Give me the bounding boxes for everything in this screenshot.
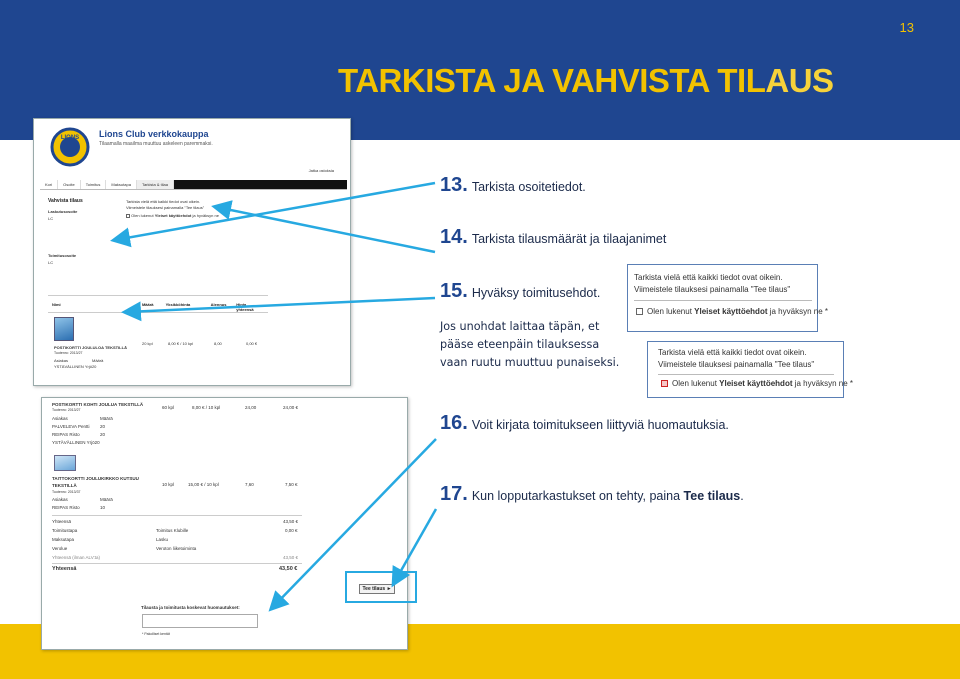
p1-code: Tuotenro: 2013/27 xyxy=(52,408,81,412)
step-14-text: Tarkista tilausmäärät ja tilaajanimet xyxy=(471,232,667,246)
step-15-text: Hyväksy toimitusehdot. xyxy=(471,286,601,300)
nav-step-address[interactable]: Osoite xyxy=(58,180,81,189)
svg-text:LIONS: LIONS xyxy=(60,135,80,141)
summary-1-mid: Toimitus Klubille xyxy=(156,528,189,533)
p2-qty: 10 kpl xyxy=(162,482,175,487)
recipient-row: YSTÄVÄLLINEN Yrjö20 xyxy=(54,364,97,369)
terms-link[interactable]: Yleiset käyttöehdot xyxy=(154,213,192,218)
p2-discount: 7,60 xyxy=(245,482,254,487)
p1-row-2-name: REIPAS Risto xyxy=(52,432,80,437)
p1-row-0-name: Asiakas xyxy=(52,416,68,421)
finalize-text: Viimeistele tilauksesi painamalla "Tee tilaus" xyxy=(126,205,205,210)
arrow-place-order xyxy=(394,509,436,583)
nav-step-delivery[interactable]: Toimitus xyxy=(81,180,107,189)
p2-row-0-qty: Määrä xyxy=(100,497,113,502)
note-line3: vaan ruutu muuttuu punaiseksi. xyxy=(440,356,620,369)
step-16-text: Voit kirjata toimitukseen liittyviä huomautuksia. xyxy=(471,418,729,432)
note-line2: pääse eteenpäin tilauksessa xyxy=(440,338,600,351)
arrow-terms xyxy=(126,298,435,312)
billing-value: LC xyxy=(48,216,54,221)
col-discount: Alennus xyxy=(210,302,227,307)
step-17-num: 17. xyxy=(440,483,468,505)
terms-prefix: Olen lukenut xyxy=(131,213,155,218)
step-17-text-prefix: Kun lopputarkastukset on tehty, paina xyxy=(471,489,684,503)
p2-row-0-name: Asiakas xyxy=(52,497,68,502)
summary-4-label: Yhteensä (ilman ALV:ta) xyxy=(52,555,101,560)
product-name: POSTIKORTTI JOULULOA TEKSTILLÄ xyxy=(54,345,127,350)
product-code: Tuotenro: 2013/27 xyxy=(54,351,83,355)
callout2-terms-link[interactable]: Yleiset käyttöehdot xyxy=(719,379,793,388)
p1-row-1-qty: 20 xyxy=(100,424,106,429)
product-total: 0,00 € xyxy=(246,341,258,346)
p2-row-1-qty: 10 xyxy=(100,505,106,510)
place-order-button[interactable]: Tee tilaus ► xyxy=(359,584,395,594)
callout2-line1: Tarkista vielä että kaikki tiedot ovat oikein. xyxy=(658,348,807,357)
p1-row-1-name: PALVELEVA Pentti xyxy=(52,424,90,429)
arrow-addresses xyxy=(115,183,435,240)
p2-row-1-name: REIPAS Risto xyxy=(52,505,80,510)
step-13-num: 13. xyxy=(440,174,468,196)
shop-tagline: Tilaamalla maailma muuttuu askeleen paremmaksi. xyxy=(99,141,213,147)
summary-4-value: 43,50 € xyxy=(283,555,299,560)
arrow-quantities xyxy=(216,207,435,252)
page-title-part2: AUS xyxy=(765,62,834,99)
recipient-header-name: Asiakas xyxy=(54,358,69,363)
callout2-prefix: Olen lukenut xyxy=(672,379,720,388)
summary-2-mid: Lasku xyxy=(156,537,169,542)
billing-label: Laskutusosoite xyxy=(48,209,78,214)
p2-unit: 15,00 € / 10 kpl xyxy=(188,482,219,487)
summary-2-label: Maksutapa xyxy=(52,537,75,542)
p1-total: 24,00 € xyxy=(283,405,299,410)
p1-name: POSTIKORTTI KOHTI JOULUA TEKSTILLÄ xyxy=(52,402,144,407)
callout1-prefix: Olen lukenut xyxy=(647,307,695,316)
check-info-text: Tarkista vielä että kaikki tiedot ovat oikein. xyxy=(126,199,201,204)
step-16-num: 16. xyxy=(440,412,468,434)
note-line1: Jos unohdat laittaa täpän, et xyxy=(440,320,600,333)
summary-3-label: Verolue xyxy=(52,546,68,551)
confirm-heading: Vahvista tilaus xyxy=(48,198,83,204)
col-unit: Yksikköhinta xyxy=(165,302,191,307)
callout2-suffix: ja hyväksyn ne * xyxy=(792,379,853,388)
summary-1-value: 0,00 € xyxy=(285,528,298,533)
col-name: Nimi xyxy=(52,302,61,307)
p1-row-0-qty: Määrä xyxy=(100,416,113,421)
p1-discount: 24,00 xyxy=(245,405,257,410)
summary-3-mid: Veroton liiketoiminta xyxy=(156,546,197,551)
step-15-num: 15. xyxy=(440,280,468,302)
callout1-line2: Viimeistele tilauksesi painamalla "Tee tilaus" xyxy=(634,285,791,294)
p1-unit: 8,00 € / 10 kpl xyxy=(192,405,221,410)
col-total: Hinta yhteensä xyxy=(236,302,254,312)
product-unit-price: 8,00 € / 10 kpl xyxy=(168,341,194,346)
shop-brand: Lions Club verkkokauppa xyxy=(99,129,209,139)
summary-0-value: 43,50 € xyxy=(283,519,299,524)
continue-shopping-link[interactable]: Jatka ostoksia xyxy=(308,168,334,173)
p1-qty: 60 kpl xyxy=(162,405,175,410)
step-13-text: Tarkista osoitetiedot. xyxy=(471,180,586,194)
product-qty: 20 kpl xyxy=(142,341,153,346)
step-17-text-suffix: . xyxy=(740,489,744,503)
p1-row-2-qty: 20 xyxy=(100,432,106,437)
shipping-value: LC xyxy=(48,260,54,265)
col-qty: Määrä xyxy=(141,302,154,307)
required-note: * Pakolliset kentät xyxy=(142,632,170,636)
arrow-comments xyxy=(272,439,436,608)
nav-step-cart[interactable]: Kori xyxy=(40,180,58,189)
step-17-text-bold: Tee tilaus xyxy=(683,489,741,503)
product-discount: 8,00 xyxy=(214,341,222,346)
grand-total-value: 43,50 € xyxy=(279,566,298,572)
summary-0-label: Yhteensä xyxy=(52,519,72,524)
nav-step-payment[interactable]: Maksutapa xyxy=(106,180,137,189)
callout2-line2: Viimeistele tilauksesi painamalla "Tee tilaus" xyxy=(658,360,815,369)
comments-label: Tilausta ja toimitusta koskevat huomautukset: xyxy=(141,605,240,610)
shipping-label: Toimitusosoite xyxy=(48,253,77,258)
callout1-line1: Tarkista vielä että kaikki tiedot ovat oikein. xyxy=(634,273,783,282)
page-number: 13 xyxy=(899,20,914,35)
recipient-header-qty: Määrä xyxy=(92,358,104,363)
summary-1-label: Toimitustapa xyxy=(52,528,78,533)
terms-suffix: ja hyväksyn ne xyxy=(191,213,219,218)
p2-code: Tuotenro: 2013/37 xyxy=(52,490,81,494)
callout1-terms-link[interactable]: Yleiset käyttöehdot xyxy=(694,307,768,316)
page-title-part1: TARKISTA JA VAHVISTA TIL xyxy=(338,62,766,99)
p1-row-3-name: YSTÄVÄLLINEN Yrjö20 xyxy=(52,440,100,445)
callout1-suffix: ja hyväksyn ne * xyxy=(767,307,828,316)
nav-step-confirm[interactable]: Tarkista & tilaa xyxy=(137,180,174,189)
p2-total: 7,50 € xyxy=(285,482,298,487)
grand-total-label: Yhteensä xyxy=(52,566,77,572)
p2-name-line2: TEKSTILLÄ xyxy=(52,483,77,488)
step-14-num: 14. xyxy=(440,226,468,248)
p2-name-line1: TAITTOKORTTI JOULUKIRKKO KUTSUU xyxy=(52,476,139,481)
